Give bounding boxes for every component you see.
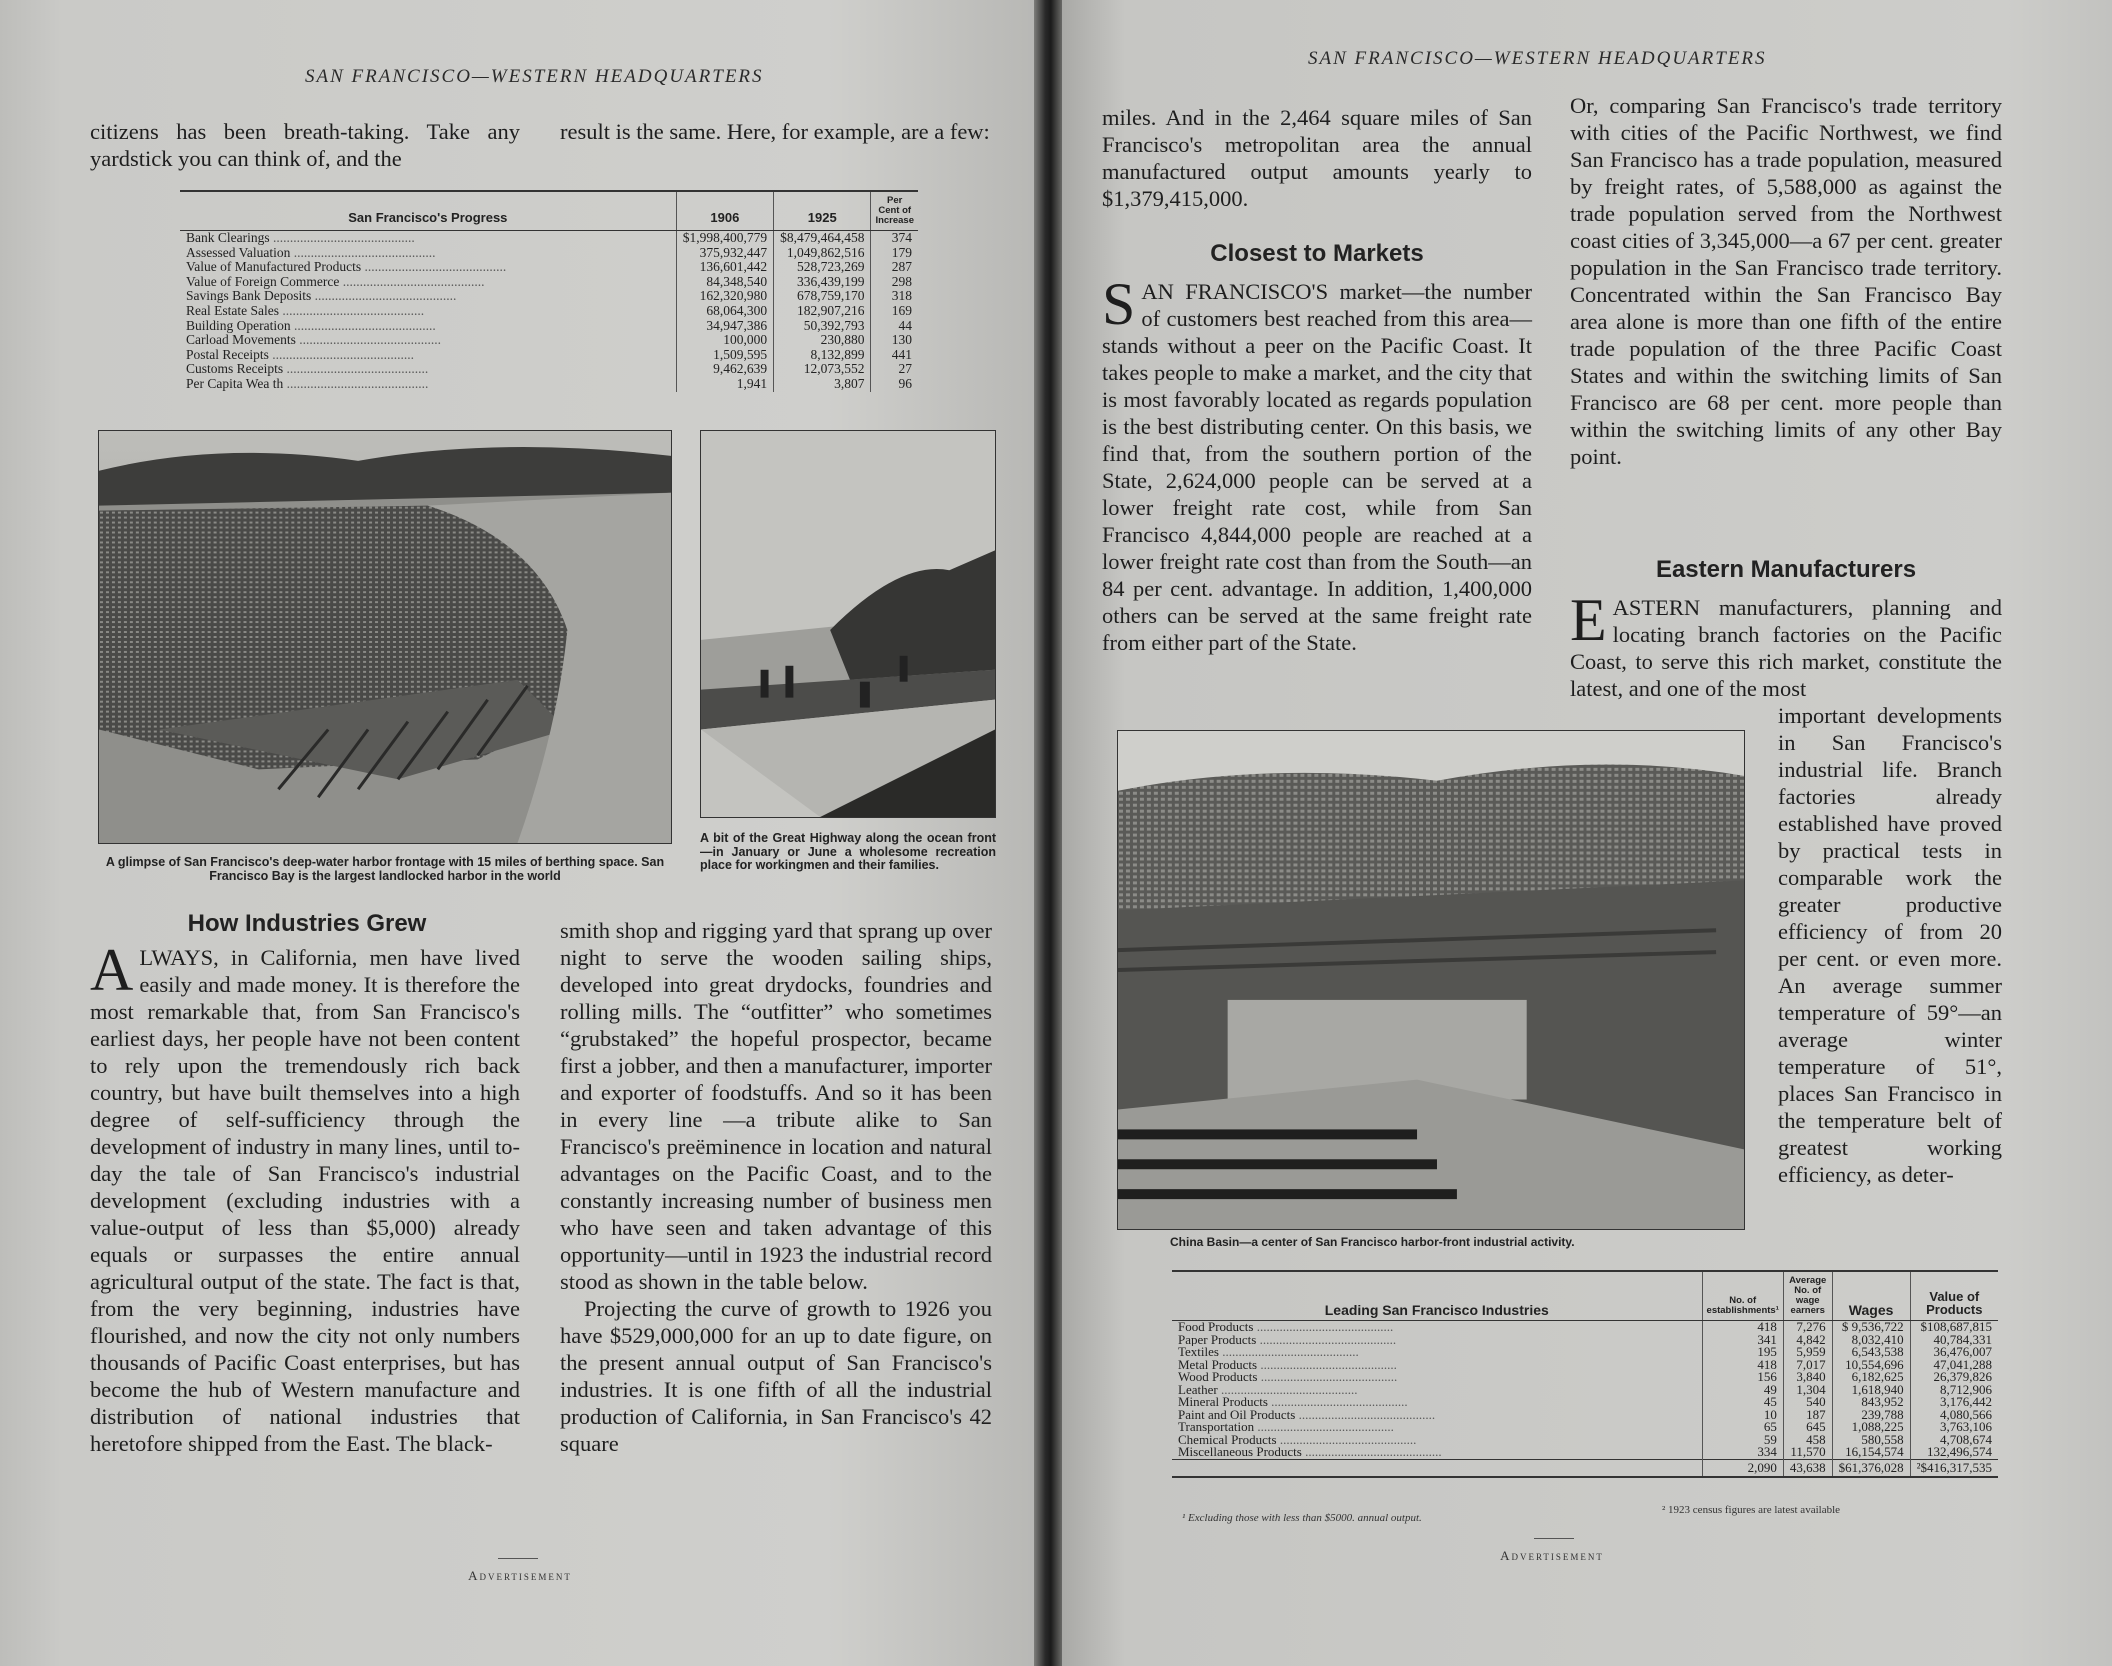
leader-dots: .......................................... (268, 347, 414, 362)
heading-eastern-manufacturers: Eastern Manufacturers (1655, 556, 1917, 583)
total-value: ²$416,317,535 (1910, 1459, 1998, 1477)
leader-dots: .......................................... (1257, 1371, 1398, 1384)
total-value: $61,376,028 (1832, 1459, 1910, 1477)
row-label (1172, 1384, 1702, 1397)
leader-dots: .......................................... (1253, 1320, 1394, 1334)
leader-dots: .......................................... (361, 260, 507, 275)
row-value: 580,558 (1832, 1434, 1910, 1447)
row-label (1172, 1396, 1702, 1409)
row-value: 1,088,225 (1832, 1421, 1910, 1434)
row-value: 187 (1783, 1409, 1832, 1422)
left-page (0, 0, 1034, 1666)
row-value: 96 (871, 377, 918, 392)
row-value: 65 (1702, 1421, 1783, 1434)
footer-rule-right (1534, 1538, 1574, 1539)
progress-table-row (180, 231, 918, 246)
row-value: 645 (1783, 1421, 1832, 1434)
row-value: 11,570 (1783, 1446, 1832, 1459)
industries-footnote-2: ² 1923 census figures are latest available (1662, 1504, 1841, 1516)
row-label (180, 275, 676, 290)
row-label-text: Food Products (1178, 1320, 1254, 1334)
leader-dots: .......................................... (1257, 1358, 1397, 1371)
row-value: 130 (871, 333, 918, 348)
row-value: 336,439,199 (774, 275, 871, 290)
row-value: $108,687,815 (1910, 1321, 1998, 1334)
leader-dots: .......................................... (295, 333, 441, 348)
row-value: 27 (871, 362, 918, 377)
row-value: 162,320,980 (676, 289, 773, 304)
dropcap-e: E (1570, 587, 1607, 653)
leader-dots: .......................................... (1295, 1408, 1436, 1421)
leader-dots: .......................................... (339, 274, 485, 289)
row-label-text: Per Capita Wea th (186, 376, 284, 391)
industries-table (1172, 1270, 1998, 1478)
harbor-caption: A glimpse of San Francisco's deep-water harbor frontage with 15 miles of berthing space. San Francisco Bay is the largest landlocked harbor in the world (105, 855, 665, 883)
row-label-text: Mineral Products (1178, 1396, 1268, 1409)
row-value: 298 (871, 275, 918, 290)
highway-caption: A bit of the Great Highway along the ocean front—in January or June a wholesome recreation place for workingmen and their families. (700, 831, 996, 872)
body-column-2-p2: Projecting the curve of growth to 1926 you have $529,000,000 for an up to date figure, on the present annual output of San Francisco's industries. It is one fifth of all the industrial production of California, in San Francisco's 42 square (560, 1296, 992, 1456)
row-label (1172, 1321, 1702, 1334)
eastern-text: ASTERN manufacturers, planning and locating branch factories on the Pacific Coast, to serve this rich market, constitute the latest, and one of the most (1570, 595, 2002, 701)
row-value: 418 (1702, 1359, 1783, 1372)
row-value: 458 (1783, 1434, 1832, 1447)
row-label-text: Leather (1178, 1383, 1218, 1396)
progress-table-row (180, 246, 918, 261)
row-label-text: Savings Bank Deposits (186, 289, 312, 304)
row-label-text: Miscellaneous Products (1178, 1446, 1302, 1459)
leader-dots: .......................................... (1267, 1396, 1408, 1409)
row-label-text: Bank Clearings (186, 230, 270, 245)
progress-table-row (180, 304, 918, 319)
running-head-left: SAN FRANCISCO—WESTERN HEADQUARTERS (305, 66, 764, 87)
row-value: 287 (871, 260, 918, 275)
row-value: 40,784,331 (1910, 1334, 1998, 1347)
right-column-1-intro: miles. And in the 2,464 square miles of San Francisco's metropolitan area the annual manufactured output amounts yearly to $1,379,415,000. (1102, 105, 1532, 211)
row-label-text: Building Operation (186, 318, 291, 333)
row-label-text: Customs Receipts (186, 362, 284, 377)
footer-advertisement-right: Advertisement (1500, 1548, 1604, 1563)
body-column-2-p1: smith shop and rigging yard that sprang up over night to serve the wooden sailing ships, developed into great drydocks, foundries and rolling mills. The “outfitter” who sometimes “grubstaked” the hopeful prospector, became first a jobber, and then a manufacturer, importer and exporter of foodstuffs. And so it has been in every line —a tribute alike to San Francisco's preëminence in location and natural advantages on the Pacific Coast, and to the constantly increasing number of business men who have seen and taken advantage of this opportunity—until in 1923 the industrial record stood as shown in the table below. (560, 918, 992, 1294)
row-label-text: Assessed Valuation (186, 245, 291, 260)
leader-dots: .......................................... (1217, 1383, 1358, 1396)
row-label (180, 304, 676, 319)
leader-dots: .......................................... (1254, 1421, 1394, 1434)
progress-table-row (180, 348, 918, 363)
industries-header-establishments: No. of establishments¹ (1702, 1271, 1783, 1321)
row-value: 47,041,288 (1910, 1359, 1998, 1372)
china-basin-photo (1117, 730, 1745, 1230)
industries-table-body (1172, 1321, 1998, 1478)
row-label (1172, 1446, 1702, 1459)
row-value: 230,880 (774, 333, 871, 348)
row-value: 4,842 (1783, 1334, 1832, 1347)
dropcap-a: A (90, 937, 134, 1003)
row-value: 84,348,540 (676, 275, 773, 290)
progress-table-body (180, 231, 918, 392)
leader-dots: .......................................... (278, 303, 425, 318)
body-column-2 (560, 917, 992, 1457)
heading-closest-to-markets: Closest to Markets (1210, 240, 1424, 267)
row-label (1172, 1371, 1702, 1384)
row-value: 132,496,574 (1910, 1446, 1998, 1459)
leader-dots: .......................................... (269, 230, 415, 245)
row-value: 16,154,574 (1832, 1446, 1910, 1459)
row-label-text: Transportation (1178, 1421, 1255, 1434)
right-column-1-markets (1102, 271, 1532, 656)
row-value: 59 (1702, 1434, 1783, 1447)
row-value: 1,509,595 (676, 348, 773, 363)
leader-dots: .......................................... (1256, 1333, 1397, 1346)
row-value: 678,759,170 (774, 289, 871, 304)
row-label (1172, 1334, 1702, 1347)
row-value: 375,932,447 (676, 246, 773, 261)
industries-table-row (1172, 1446, 1998, 1459)
progress-header-1925: 1925 (774, 191, 871, 231)
dropcap-s: S (1102, 271, 1136, 337)
row-label-text: Value of Foreign Commerce (186, 274, 340, 289)
row-value: 4,080,566 (1910, 1409, 1998, 1422)
row-value: 7,017 (1783, 1359, 1832, 1372)
progress-header-label: San Francisco's Progress (180, 191, 676, 231)
progress-table-row (180, 333, 918, 348)
row-value: 182,907,216 (774, 304, 871, 319)
row-label (180, 289, 676, 304)
progress-table-row (180, 275, 918, 290)
row-value: 169 (871, 304, 918, 319)
highway-photo (700, 430, 996, 818)
total-value: 43,638 (1783, 1459, 1832, 1477)
industries-header-wages: Wages (1832, 1271, 1910, 1321)
progress-table-row (180, 377, 918, 392)
row-label (180, 246, 676, 261)
row-label-text: Value of Manufactured Products (186, 260, 362, 275)
row-label (180, 333, 676, 348)
row-value: 3,176,442 (1910, 1396, 1998, 1409)
row-value: 49 (1702, 1384, 1783, 1397)
row-value: 3,763,106 (1910, 1421, 1998, 1434)
total-value: 2,090 (1702, 1459, 1783, 1477)
row-value: 418 (1702, 1321, 1783, 1334)
row-value: 8,032,410 (1832, 1334, 1910, 1347)
intro-column-2: result is the same. Here, for example, are a few: (560, 119, 990, 144)
industries-header-wage-earners: Average No. of wage earners (1783, 1271, 1832, 1321)
leader-dots: .......................................... (290, 318, 436, 333)
row-value: 843,952 (1832, 1396, 1910, 1409)
body-column-1 (90, 937, 520, 1457)
row-label (1172, 1421, 1702, 1434)
progress-table-row (180, 362, 918, 377)
row-label (180, 348, 676, 363)
running-head-right: SAN FRANCISCO—WESTERN HEADQUARTERS (1308, 48, 1767, 69)
row-value: 9,462,639 (676, 362, 773, 377)
row-value: 156 (1702, 1371, 1783, 1384)
row-label (180, 362, 676, 377)
leader-dots: .......................................... (290, 245, 436, 260)
leader-dots: .......................................... (283, 362, 429, 377)
leader-dots: .......................................... (283, 376, 429, 391)
row-label-text: Postal Receipts (186, 347, 269, 362)
row-value: 50,392,793 (774, 319, 871, 334)
row-value: 239,788 (1832, 1409, 1910, 1422)
row-value: 8,712,906 (1910, 1384, 1998, 1397)
body-column-1-text: LWAYS, in California, men have lived easily and made money. It is therefore the most remarkable that, from San Francisco's earliest days, her people have not been content to rely upon the tremendously rich back country, but have built themselves into a high degree of self-sufficiency through the development of industry in many lines, until to-day the tale of San Francisco's industrial development (excluding industries with a value-output of less than $5,000) already equals or surpasses the entire annual agricultural output of the state. The fact is that, from the very beginning, industries have flourished, and now the city not only numbers thousands of Pacific Coast enterprises, but has become the hub of Western manufacture and distribution of national industries that heretofore shipped from the East. The black- (90, 945, 520, 1456)
book-spine (1034, 0, 1062, 1666)
row-value: 6,543,538 (1832, 1346, 1910, 1359)
row-value: 1,618,940 (1832, 1384, 1910, 1397)
progress-header-percent: Per Cent of Increase (871, 191, 918, 231)
row-value: 441 (871, 348, 918, 363)
progress-table-row (180, 260, 918, 275)
row-value: 10 (1702, 1409, 1783, 1422)
row-value: 1,049,862,516 (774, 246, 871, 261)
right-page (1062, 0, 2112, 1666)
progress-table-row (180, 289, 918, 304)
row-label (180, 260, 676, 275)
row-value: $8,479,464,458 (774, 231, 871, 246)
row-label-text: Paint and Oil Products (1178, 1408, 1296, 1421)
right-column-2-narrow: important developments in San Francisco's industrial life. Branch factories already established have proved by practical tests in comparable work the greater productive efficiency of from 20 per cent. or even more. An average summer temperature of 59°—an average winter temperature of 51°, places San Francisco in the temperature belt of greatest working efficiency, as deter- (1778, 703, 2002, 1187)
industries-header-label: Leading San Francisco Industries (1172, 1271, 1702, 1321)
row-value: 136,601,442 (676, 260, 773, 275)
row-label (1172, 1346, 1702, 1359)
industries-header-value: Value of Products (1910, 1271, 1998, 1321)
row-value: 195 (1702, 1346, 1783, 1359)
row-value: 36,476,007 (1910, 1346, 1998, 1359)
intro-column-1: citizens has been breath-taking. Take any yardstick you can think of, and the (90, 119, 520, 171)
heading-how-industries-grew: How Industries Grew (187, 910, 427, 937)
row-value: 540 (1783, 1396, 1832, 1409)
leader-dots: .......................................... (311, 289, 457, 304)
row-value: $1,998,400,779 (676, 231, 773, 246)
industries-total-row (1172, 1459, 1998, 1477)
row-value: 45 (1702, 1396, 1783, 1409)
row-value: 1,941 (676, 377, 773, 392)
total-value (1172, 1459, 1702, 1477)
row-value: 26,379,826 (1910, 1371, 1998, 1384)
row-label (180, 231, 676, 246)
row-value: 7,276 (1783, 1321, 1832, 1334)
row-label-text: Paper Products (1178, 1333, 1257, 1346)
row-value: 100,000 (676, 333, 773, 348)
leader-dots: .......................................... (1218, 1346, 1359, 1359)
footer-rule-left (498, 1558, 538, 1559)
row-label-text: Chemical Products (1178, 1433, 1277, 1446)
row-value: 318 (871, 289, 918, 304)
china-basin-caption: China Basin—a center of San Francisco harbor-front industrial activity. (1170, 1235, 1575, 1249)
progress-table-row (180, 319, 918, 334)
right-column-2-intro: Or, comparing San Francisco's trade territory with cities of the Pacific Northwest, we find San Francisco has a trade population, measured by freight rates, of 5,588,000 as against the trade population served from the Northwest coast cities of 3,345,000—a 67 per cent. greater population in the San Francisco trade territory. Concentrated within the San Francisco Bay area alone is more than one fifth of the entire trade population of the three Pacific Coast States and within the switching limits of San Francisco are 68 per cent. more people than within the switching limits of any other Bay point. (1570, 93, 2002, 469)
row-value: 6,182,625 (1832, 1371, 1910, 1384)
row-value: 12,073,552 (774, 362, 871, 377)
row-label-text: Metal Products (1178, 1358, 1258, 1371)
progress-header-1906: 1906 (676, 191, 773, 231)
row-label (180, 319, 676, 334)
industries-footnote-1: ¹ Excluding those with less than $5000. annual output. (1182, 1512, 1422, 1524)
row-value: 179 (871, 246, 918, 261)
row-value: 68,064,300 (676, 304, 773, 319)
row-value: 4,708,674 (1910, 1434, 1998, 1447)
row-value: 44 (871, 319, 918, 334)
leader-dots: .......................................... (1301, 1446, 1442, 1459)
row-label-text: Real Estate Sales (186, 303, 279, 318)
row-value: 341 (1702, 1334, 1783, 1347)
markets-text: AN FRANCISCO'S market—the number of customers best reached from this area—stands without a peer on the Pacific Coast. It takes people to make a market, and the city that is most favorably located as regards population is the best distributing center. On this basis, we find that, from the southern portion of the State, 2,624,000 people can be served at a lower freight rate cost, while from San Francisco 4,844,000 people are reached at a lower freight rate cost than from the South—an 84 per cent. advantage. In addition, 1,400,000 others can be served at the same freight rate from either part of the State. (1102, 279, 1532, 655)
row-value: 10,554,696 (1832, 1359, 1910, 1372)
row-value: 3,840 (1783, 1371, 1832, 1384)
row-value: 3,807 (774, 377, 871, 392)
row-value: 34,947,386 (676, 319, 773, 334)
row-value: $ 9,536,722 (1832, 1321, 1910, 1334)
row-label-text: Textiles (1178, 1346, 1219, 1359)
right-column-2-eastern (1570, 587, 2002, 702)
row-value: 334 (1702, 1446, 1783, 1459)
row-value: 374 (871, 231, 918, 246)
progress-table (180, 190, 918, 392)
row-value: 1,304 (1783, 1384, 1832, 1397)
row-label (1172, 1409, 1702, 1422)
harbor-photo (98, 430, 672, 844)
row-label-text: Carload Movements (186, 333, 296, 348)
footer-advertisement-left: Advertisement (468, 1568, 572, 1583)
row-value: 5,959 (1783, 1346, 1832, 1359)
row-label (1172, 1434, 1702, 1447)
row-value: 8,132,899 (774, 348, 871, 363)
row-value: 528,723,269 (774, 260, 871, 275)
row-label (180, 377, 676, 392)
row-label (1172, 1359, 1702, 1372)
leader-dots: .......................................... (1276, 1433, 1417, 1446)
row-label-text: Wood Products (1178, 1371, 1258, 1384)
